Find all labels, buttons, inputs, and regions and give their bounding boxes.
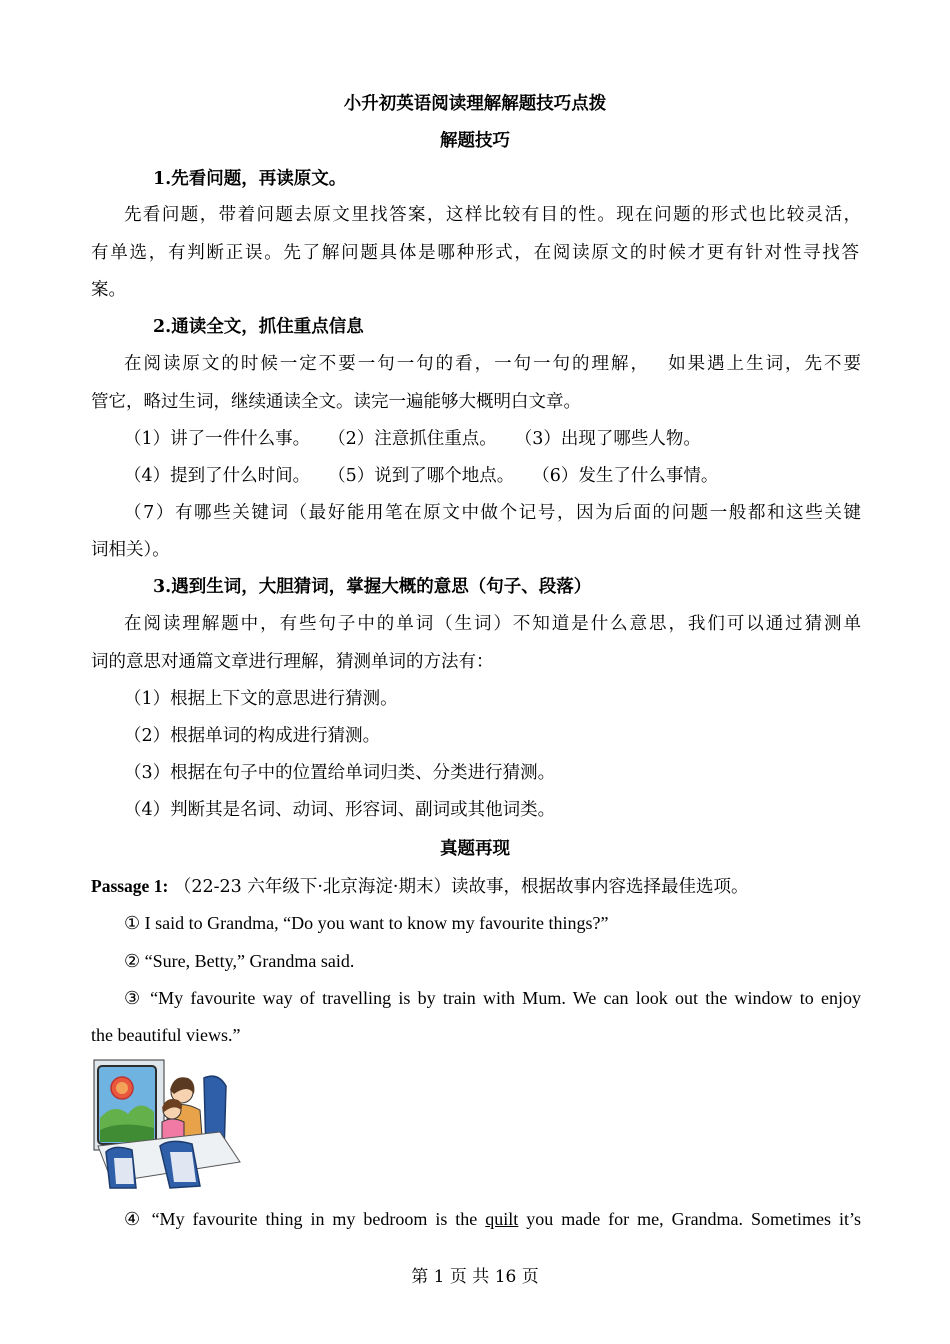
passage-label: Passage 1: (91, 876, 169, 896)
story-sentence-2: ② “Sure, Betty,” Grandma said. (124, 951, 355, 971)
list-item: （6）发生了什么事情。 (532, 466, 719, 486)
story-sentence-3-line-2: the beautiful views.” (91, 1025, 241, 1045)
list-item: （4）提到了什么时间。 (124, 466, 311, 486)
tip-2-paragraph-line-2: 管它，略过生词，继续通读全文。读完一遍能够大概明白文章。 (91, 392, 581, 412)
section-title-techniques: 解题技巧 (440, 131, 510, 151)
train-window-illustration (92, 1058, 242, 1192)
story-sentence-3-line-1: ③ “My favourite way of travelling is by train with Mum. We can look out the window to enjoy (124, 988, 861, 1008)
tip-2-item-7-line-2: 词相关）。 (91, 540, 170, 560)
tip-2-list-row-2 (124, 464, 894, 488)
tip-3-method-3: （3）根据在句子中的位置给单词归类、分类进行猜测。 (124, 763, 556, 783)
tip-3-paragraph-line-1: 在阅读理解题中，有些句子中的单词（生词）不知道是什么意思，我们可以通过猜测单 (124, 614, 861, 634)
sentence-text: ④ “My favourite thing in my bedroom is the (124, 1209, 486, 1229)
tip-2-list-row-1 (124, 427, 894, 451)
passage-instruction: （22-23 六年级下·北京海淀·期末）读故事，根据故事内容选择最佳选项。 (173, 877, 749, 897)
tip-3-method-2: （2）根据单词的构成进行猜测。 (124, 726, 381, 746)
list-item: （3）出现了哪些人物。 (514, 429, 701, 449)
tip-2-item-7-line-1: （7）有哪些关键词（最好能用笔在原文中做个记号，因为后面的问题一般都和这些关键 (124, 503, 861, 523)
document-title: 小升初英语阅读理解解题技巧点拨 (343, 94, 607, 114)
sentence-text: you made for me, Grandma. Sometimes it’s (518, 1209, 861, 1229)
page-footer: 第 1 页 共 16 页 (411, 1267, 539, 1287)
passage-1-intro (91, 874, 861, 899)
tip-1-paragraph-line-1: 先看问题，带着问题去原文里找答案，这样比较有目的性。现在问题的形式也比较灵活， (124, 205, 861, 225)
story-sentence-1: ① I said to Grandma, “Do you want to know my favourite things?” (124, 913, 609, 933)
list-item: （1）讲了一件什么事。 (124, 429, 311, 449)
tip-2-paragraph-line-1: 在阅读原文的时候一定不要一句一句的看，一句一句的理解， 如果遇上生词，先不要 (124, 354, 861, 374)
tip-3-method-1: （1）根据上下文的意思进行猜测。 (124, 689, 398, 709)
list-item: （2）注意抓住重点。 (328, 429, 497, 449)
list-item: （5）说到了哪个地点。 (328, 466, 515, 486)
heading-tip-2: 2.通读全文，抓住重点信息 (153, 317, 364, 337)
section-title-exam-questions: 真题再现 (440, 839, 510, 859)
tip-1-paragraph-line-3: 案。 (91, 280, 126, 300)
tip-1-paragraph-line-2: 有单选，有判断正误。先了解问题具体是哪种形式，在阅读原文的时候才更有针对性寻找答 (91, 243, 859, 263)
underlined-word: quilt (485, 1209, 519, 1229)
story-sentence-4-line-1 (124, 1207, 861, 1231)
heading-tip-3: 3.遇到生词，大胆猜词，掌握大概的意思（句子、段落） (153, 577, 592, 597)
heading-tip-1: 1.先看问题，再读原文。 (153, 169, 347, 189)
tip-3-method-4: （4）判断其是名词、动词、形容词、副词或其他词类。 (124, 800, 556, 820)
tip-3-paragraph-line-2: 词的意思对通篇文章进行理解，猜测单词的方法有： (91, 652, 494, 672)
